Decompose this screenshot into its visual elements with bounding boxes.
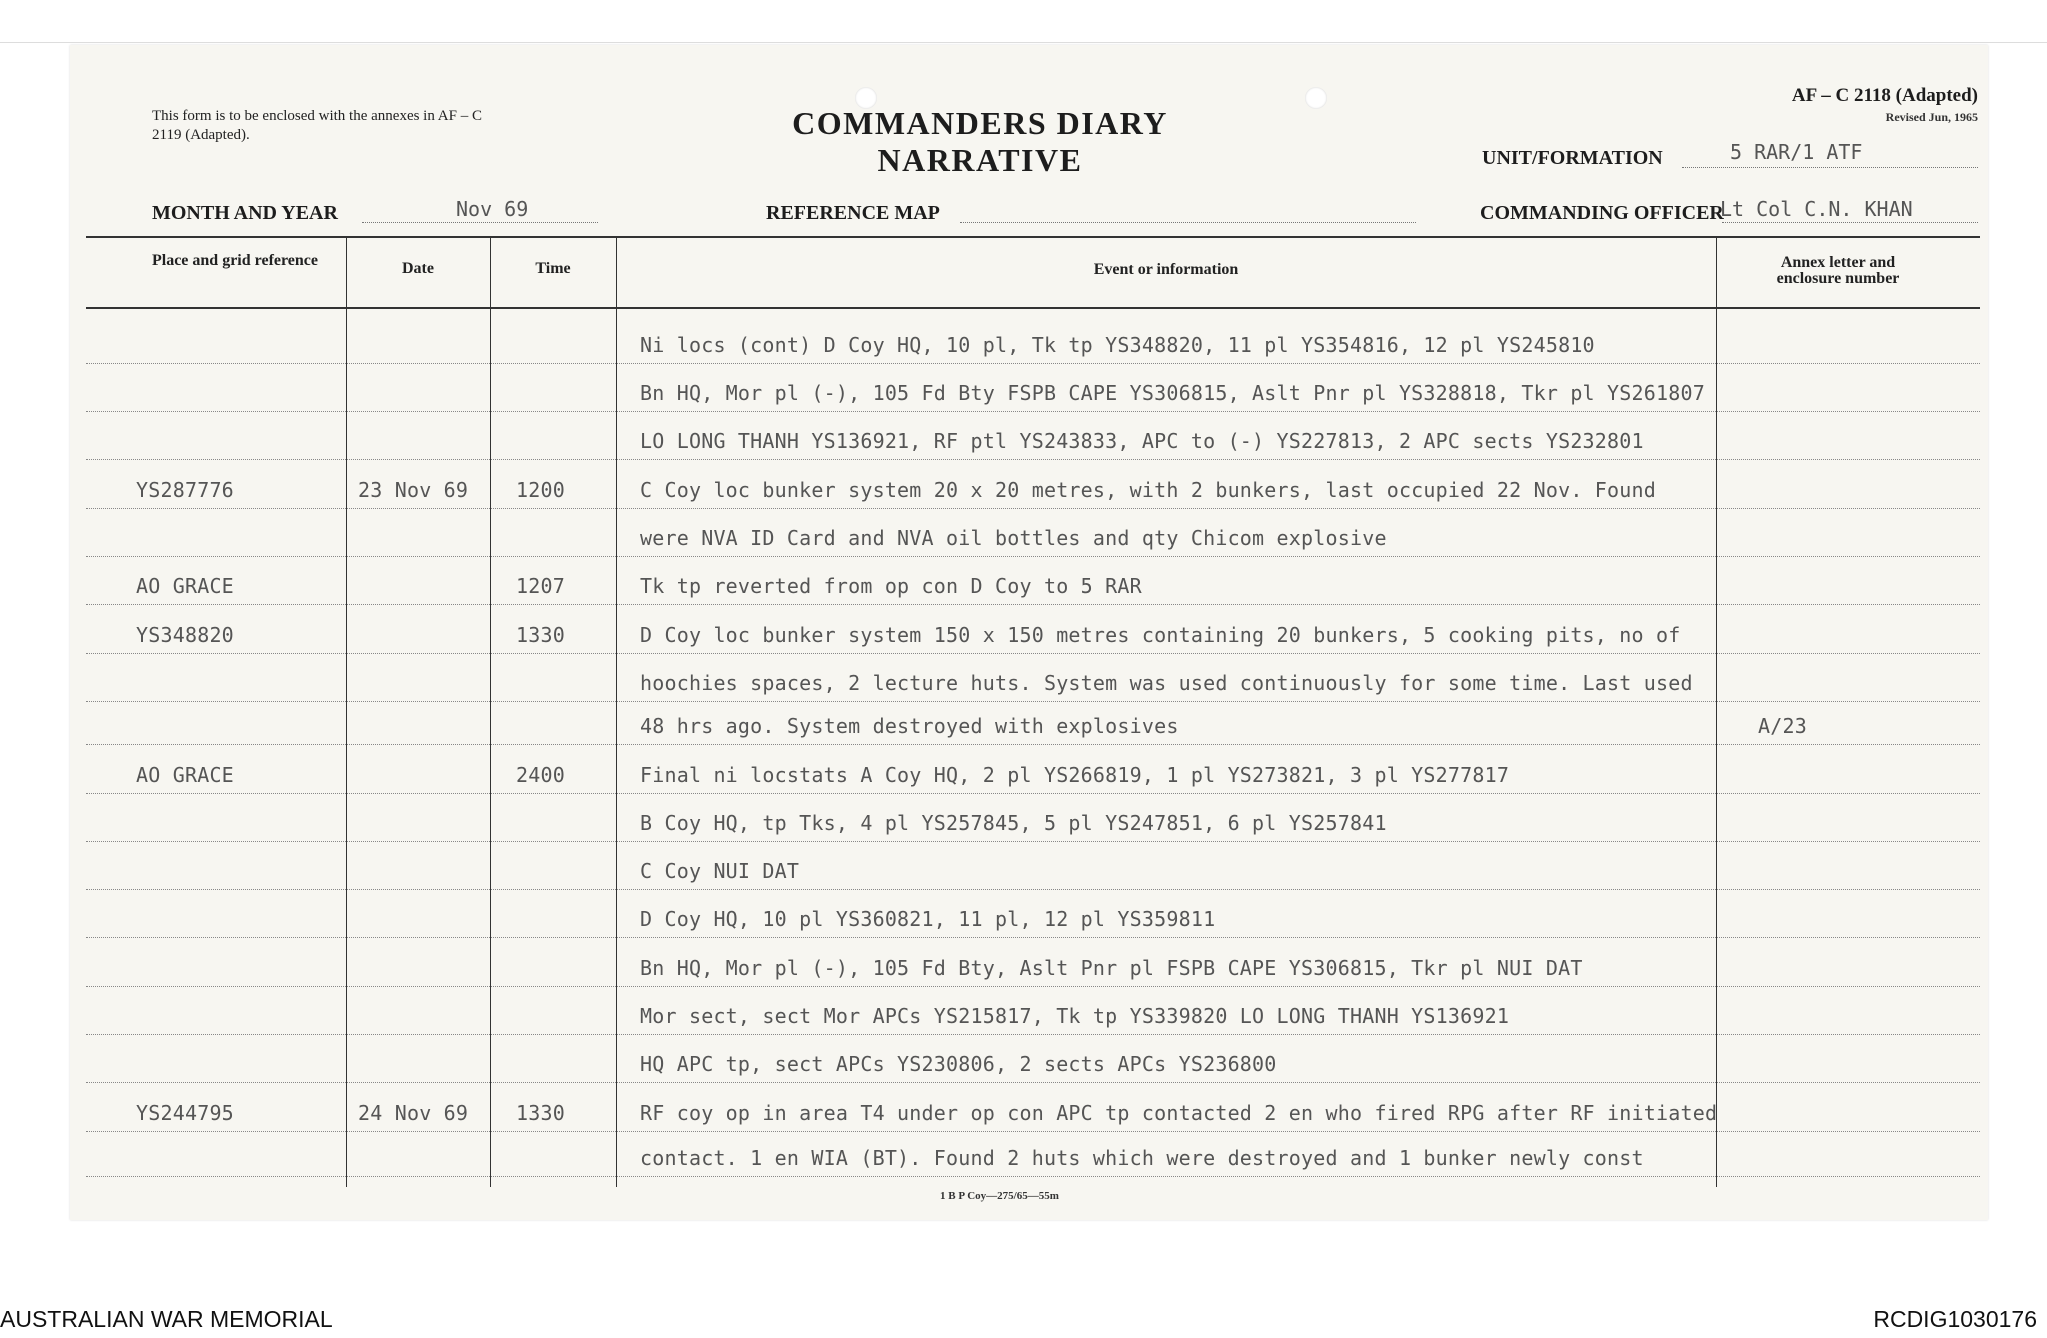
table-row [86,653,1980,702]
table-row [86,315,1980,364]
co-label: COMMANDING OFFICER [1480,202,1724,224]
table-row [86,841,1980,890]
table-row [86,1128,1980,1177]
unit-label: UNIT/FORMATION [1482,147,1663,169]
archive-reference: RCDIG1030176 [1873,1306,2037,1332]
archive-credit: AUSTRALIAN WAR MEMORIAL [0,1306,333,1332]
table-row [86,460,1980,509]
cell-time: 1330 [516,1101,565,1125]
form-note: This form is to be enclosed with the annexes in AF – C 2119 (Adapted). [152,108,482,143]
cell-event: D Coy loc bunker system 150 x 150 metres containing 20 bunkers, 5 cooking pits, no of [640,623,1681,647]
column-header-place: Place and grid reference [151,252,319,269]
diary-form-sheet [70,45,1988,1220]
table-row [86,508,1980,557]
cell-event: RF coy op in area T4 under op con APC tp contacted 2 en who fired RPG after RF initiated [640,1101,1718,1125]
table-row [86,889,1980,938]
cell-event: Tk tp reverted from op con D Coy to 5 RAR [640,574,1142,598]
table-row [86,605,1980,654]
unit-dotline [1682,167,1978,168]
printer-imprint: 1 B P Coy—275/65—55m [940,1190,1059,1202]
cell-time: 1200 [516,478,565,502]
co-value: Lt Col C.N. KHAN [1720,197,1913,221]
reference-map-label: REFERENCE MAP [766,202,940,224]
column-header-annex: Annex letter and enclosure number [1776,254,1900,287]
cell-date: 23 Nov 69 [358,478,469,502]
table-row [86,793,1980,842]
cell-date: 24 Nov 69 [358,1101,469,1125]
month-dotline [362,222,598,223]
table-row [86,938,1980,987]
cell-event: HQ APC tp, sect APCs YS230806, 2 sects APCs YS236800 [640,1052,1277,1076]
co-dotline [1722,222,1978,223]
table-row [86,556,1980,605]
revised-date: Revised Jun, 1965 [1885,110,1978,124]
cell-event: Mor sect, sect Mor APCs YS215817, Tk tp YS339820 LO LONG THANH YS136921 [640,1004,1510,1028]
cell-place: YS244795 [136,1101,234,1125]
column-header-event: Event or information [1093,261,1239,278]
table-row [86,986,1980,1035]
scan-top-edge [0,42,2047,43]
cell-event: contact. 1 en WIA (BT). Found 2 huts which were destroyed and 1 bunker newly const [640,1146,1644,1170]
month-value: Nov 69 [456,197,529,221]
table-row [86,411,1980,460]
cell-time: 1330 [516,623,565,647]
unit-value: 5 RAR/1 ATF [1730,140,1863,164]
cell-place: YS287776 [136,478,234,502]
reference-map-dotline [960,222,1416,223]
month-label: MONTH AND YEAR [152,202,338,224]
form-title: COMMANDERS DIARY NARRATIVE [792,105,1168,178]
cell-event: Bn HQ, Mor pl (-), 105 Fd Bty FSPB CAPE YS306815, Aslt Pnr pl YS328818, Tkr pl YS261807 [640,381,1705,405]
cell-event: 48 hrs ago. System destroyed with explosives [640,714,1179,738]
cell-event: B Coy HQ, tp Tks, 4 pl YS257845, 5 pl YS247851, 6 pl YS257841 [640,811,1387,835]
cell-time: 2400 [516,763,565,787]
cell-event: LO LONG THANH YS136921, RF ptl YS243833, APC to (-) YS227813, 2 APC sects YS232801 [640,429,1644,453]
cell-event: were NVA ID Card and NVA oil bottles and qty Chicom explosive [640,526,1387,550]
cell-event: Final ni locstats A Coy HQ, 2 pl YS266819, 1 pl YS273821, 3 pl YS277817 [640,763,1510,787]
cell-event: C Coy loc bunker system 20 x 20 metres, with 2 bunkers, last occupied 22 Nov. Found [640,478,1657,502]
table-header-rule [86,307,1980,309]
table-row [86,1083,1980,1132]
cell-event: C Coy NUI DAT [640,859,800,883]
cell-place: YS348820 [136,623,234,647]
cell-event: Bn HQ, Mor pl (-), 105 Fd Bty, Aslt Pnr pl FSPB CAPE YS306815, Tkr pl NUI DAT [640,956,1583,980]
table-top-rule [86,236,1980,238]
form-number: AF – C 2118 (Adapted) [1791,85,1978,106]
column-header-date: Date [402,260,434,277]
cell-place: AO GRACE [136,763,234,787]
cell-event: hoochies spaces, 2 lecture huts. System was used continuously for some time. Last used [640,671,1693,695]
cell-event: Ni locs (cont) D Coy HQ, 10 pl, Tk tp YS348820, 11 pl YS354816, 12 pl YS245810 [640,333,1595,357]
column-header-time: Time [535,260,571,277]
cell-event: D Coy HQ, 10 pl YS360821, 11 pl, 12 pl YS359811 [640,907,1216,931]
table-row [86,1034,1980,1083]
punch-hole [1305,87,1327,109]
table-row [86,363,1980,412]
table-row [86,696,1980,745]
cell-annex: A/23 [1758,714,1807,738]
cell-time: 1207 [516,574,565,598]
cell-place: AO GRACE [136,574,234,598]
table-row [86,745,1980,794]
